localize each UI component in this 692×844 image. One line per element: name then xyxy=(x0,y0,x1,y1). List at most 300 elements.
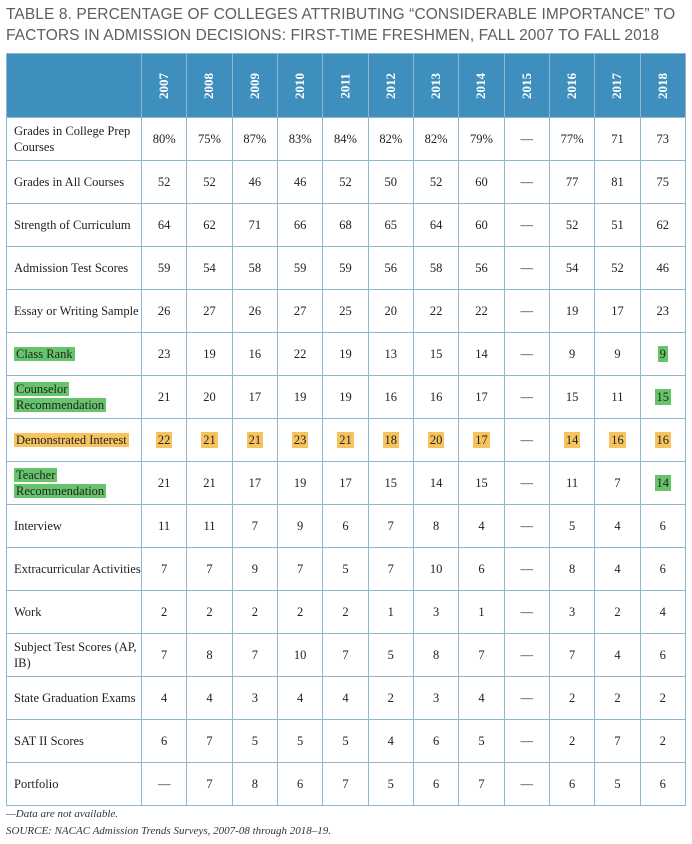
year-label: 2008 xyxy=(201,72,217,99)
row-label-cell xyxy=(7,204,142,247)
value: 6 xyxy=(568,776,576,791)
value-cell-2017 xyxy=(595,161,640,204)
value: 77 xyxy=(565,174,579,189)
value-cell-2014 xyxy=(459,290,504,333)
value-cell-2008 xyxy=(187,161,232,204)
value: 7 xyxy=(206,776,213,791)
value: 52 xyxy=(429,174,443,189)
value: 60 xyxy=(475,174,488,189)
value-cell-2011 xyxy=(323,419,368,462)
year-label: 2017 xyxy=(609,72,625,99)
value: 14 xyxy=(475,346,488,361)
year-label: 2011 xyxy=(337,72,353,99)
row-label-cell xyxy=(7,548,142,591)
title-line-2: FACTORS IN ADMISSION DECISIONS: FIRST-TIME FRESHMEN, FALL 2007 TO FALL 2018 xyxy=(6,27,660,44)
value-cell-2010 xyxy=(277,591,322,634)
value: 8 xyxy=(433,647,440,662)
value-cell-2009 xyxy=(232,505,277,548)
value-cell-2010 xyxy=(277,720,322,763)
year-header-2007 xyxy=(142,54,187,118)
value-cell-2014 xyxy=(459,376,504,419)
value-cell-2018 xyxy=(640,505,685,548)
value: 19 xyxy=(203,346,216,361)
value-cell-2018 xyxy=(640,161,685,204)
value-cell-2013 xyxy=(413,591,458,634)
value: 46 xyxy=(656,260,670,275)
value: — xyxy=(157,776,171,791)
value: 19 xyxy=(293,389,307,404)
year-header-2015 xyxy=(504,54,549,118)
value: 16 xyxy=(611,432,624,447)
value-cell-2016 xyxy=(549,505,594,548)
value-cell-2009 xyxy=(232,376,277,419)
value: 5 xyxy=(387,776,394,791)
value: 6 xyxy=(342,518,349,533)
value-cell-2013 xyxy=(413,419,458,462)
row-label: Demonstrated Interest xyxy=(16,433,127,447)
value: 71 xyxy=(248,217,262,232)
value: 5 xyxy=(478,733,485,748)
row-label-cell xyxy=(7,419,142,462)
table-row xyxy=(7,763,686,806)
value-cell-2007 xyxy=(142,720,187,763)
value-cell-2009 xyxy=(232,462,277,505)
row-label: State Graduation Exams xyxy=(14,691,136,705)
row-label-cell xyxy=(7,462,142,505)
value: 27 xyxy=(293,303,307,318)
value-cell-2014 xyxy=(459,118,504,161)
value: 16 xyxy=(429,389,443,404)
value-cell-2012 xyxy=(368,118,413,161)
value: 2 xyxy=(568,733,576,748)
value-cell-2015 xyxy=(504,204,549,247)
value: 15 xyxy=(475,475,488,490)
value: 9 xyxy=(251,561,258,576)
value-cell-2018 xyxy=(640,333,685,376)
value-cell-2009 xyxy=(232,720,277,763)
value-cell-2008 xyxy=(187,591,232,634)
value: 2 xyxy=(251,604,258,619)
value: — xyxy=(520,518,534,533)
value: 6 xyxy=(659,647,666,662)
value-cell-2015 xyxy=(504,419,549,462)
value: 71 xyxy=(611,131,624,146)
value: 7 xyxy=(568,647,576,662)
value: 56 xyxy=(475,260,488,275)
value: 2 xyxy=(659,733,666,748)
value: — xyxy=(520,174,534,189)
value-cell-2018 xyxy=(640,720,685,763)
value: 79% xyxy=(470,131,493,146)
value: 14 xyxy=(656,475,670,490)
value: 6 xyxy=(161,733,168,748)
table-row xyxy=(7,247,686,290)
value-cell-2011 xyxy=(323,677,368,720)
value-cell-2013 xyxy=(413,247,458,290)
row-label: Interview xyxy=(14,519,62,533)
value-cell-2012 xyxy=(368,591,413,634)
value: 8 xyxy=(251,776,258,791)
table-row xyxy=(7,161,686,204)
row-label-cell xyxy=(7,763,142,806)
value: 2 xyxy=(387,690,394,705)
value: 7 xyxy=(251,647,258,662)
value: 21 xyxy=(157,389,171,404)
value: 18 xyxy=(384,432,398,447)
value: 7 xyxy=(614,475,621,490)
value: 9 xyxy=(568,346,576,361)
value-cell-2011 xyxy=(323,290,368,333)
value-cell-2013 xyxy=(413,376,458,419)
value: 6 xyxy=(659,776,666,791)
table-row xyxy=(7,634,686,677)
value: 5 xyxy=(568,518,576,533)
value-cell-2007 xyxy=(142,419,187,462)
value: 54 xyxy=(203,260,216,275)
value: 64 xyxy=(429,217,443,232)
row-label-cell xyxy=(7,118,142,161)
value: 82% xyxy=(424,131,448,146)
value: 21 xyxy=(203,432,216,447)
row-label: Extracurricular Activities xyxy=(14,562,141,576)
value-cell-2012 xyxy=(368,634,413,677)
value: 4 xyxy=(297,690,304,705)
value: 3 xyxy=(251,690,258,705)
value: 7 xyxy=(342,776,349,791)
value: — xyxy=(520,604,534,619)
value-cell-2007 xyxy=(142,161,187,204)
value-cell-2016 xyxy=(549,720,594,763)
value-cell-2014 xyxy=(459,462,504,505)
value-cell-2009 xyxy=(232,161,277,204)
year-header-2016 xyxy=(549,54,594,118)
value-cell-2016 xyxy=(549,419,594,462)
value-cell-2010 xyxy=(277,634,322,677)
value: 13 xyxy=(384,346,398,361)
row-label-cell xyxy=(7,720,142,763)
value: 54 xyxy=(565,260,579,275)
value-cell-2015 xyxy=(504,376,549,419)
year-label: 2014 xyxy=(473,72,489,99)
value: 2 xyxy=(659,690,666,705)
header-row xyxy=(7,54,686,118)
value: 5 xyxy=(614,776,621,791)
value: 2 xyxy=(342,604,349,619)
value-cell-2014 xyxy=(459,419,504,462)
value: 19 xyxy=(339,346,352,361)
value: 22 xyxy=(157,432,171,447)
value: 15 xyxy=(429,346,443,361)
value: 19 xyxy=(293,475,307,490)
value: 22 xyxy=(293,346,307,361)
value-cell-2015 xyxy=(504,462,549,505)
value-cell-2012 xyxy=(368,462,413,505)
value-cell-2017 xyxy=(595,634,640,677)
value-cell-2017 xyxy=(595,677,640,720)
year-label: 2018 xyxy=(654,72,670,99)
value-cell-2016 xyxy=(549,290,594,333)
value: 7 xyxy=(206,733,213,748)
value: 8 xyxy=(568,561,576,576)
value: 22 xyxy=(429,303,443,318)
value-cell-2015 xyxy=(504,720,549,763)
value: 59 xyxy=(293,260,307,275)
row-label-cell xyxy=(7,505,142,548)
value: 9 xyxy=(297,518,304,533)
value-cell-2009 xyxy=(232,419,277,462)
value-cell-2015 xyxy=(504,634,549,677)
year-header-2018 xyxy=(640,54,685,118)
row-label: Counselor Recommendation xyxy=(16,382,105,412)
value: 2 xyxy=(297,604,304,619)
admission-factors-table xyxy=(6,53,686,806)
year-header-2011 xyxy=(323,54,368,118)
value-cell-2014 xyxy=(459,161,504,204)
value-cell-2013 xyxy=(413,548,458,591)
value: 14 xyxy=(429,475,443,490)
value-cell-2016 xyxy=(549,634,594,677)
value: 46 xyxy=(293,174,307,189)
value: 4 xyxy=(478,690,485,705)
row-label: Grades in College Prep Courses xyxy=(14,124,131,154)
value-cell-2008 xyxy=(187,763,232,806)
value-cell-2007 xyxy=(142,333,187,376)
value-cell-2018 xyxy=(640,290,685,333)
value-cell-2014 xyxy=(459,763,504,806)
value-cell-2009 xyxy=(232,763,277,806)
value: 9 xyxy=(659,346,666,361)
value-cell-2008 xyxy=(187,118,232,161)
value-cell-2017 xyxy=(595,204,640,247)
value-cell-2015 xyxy=(504,591,549,634)
value: 7 xyxy=(478,776,485,791)
value: 64 xyxy=(157,217,171,232)
value: 6 xyxy=(659,518,666,533)
value-cell-2013 xyxy=(413,118,458,161)
value: 17 xyxy=(248,475,262,490)
value-cell-2018 xyxy=(640,419,685,462)
row-label: SAT II Scores xyxy=(14,734,84,748)
value-cell-2017 xyxy=(595,290,640,333)
value-cell-2016 xyxy=(549,333,594,376)
value: 11 xyxy=(203,518,216,533)
value-cell-2012 xyxy=(368,204,413,247)
value: 19 xyxy=(339,389,352,404)
value: 52 xyxy=(611,260,624,275)
value-cell-2013 xyxy=(413,634,458,677)
value: 7 xyxy=(387,561,394,576)
source-note: SOURCE: NACAC Admission Trends Surveys, 2007-08 through 2018–19. xyxy=(6,825,332,837)
value: 56 xyxy=(384,260,398,275)
value: 60 xyxy=(475,217,488,232)
row-label-cell xyxy=(7,161,142,204)
value-cell-2010 xyxy=(277,677,322,720)
value-cell-2016 xyxy=(549,161,594,204)
value-cell-2007 xyxy=(142,591,187,634)
value-cell-2017 xyxy=(595,548,640,591)
value-cell-2007 xyxy=(142,376,187,419)
value-cell-2014 xyxy=(459,677,504,720)
value: 5 xyxy=(251,733,258,748)
value-cell-2011 xyxy=(323,763,368,806)
value-cell-2013 xyxy=(413,763,458,806)
value-cell-2013 xyxy=(413,720,458,763)
value: 26 xyxy=(248,303,262,318)
value-cell-2011 xyxy=(323,720,368,763)
value: 65 xyxy=(384,217,398,232)
row-label: Strength of Curriculum xyxy=(14,218,131,232)
value-cell-2012 xyxy=(368,720,413,763)
value: 17 xyxy=(248,389,262,404)
value: 52 xyxy=(339,174,352,189)
value: 21 xyxy=(248,432,262,447)
value: 23 xyxy=(656,303,670,318)
value: 6 xyxy=(297,776,304,791)
value: 5 xyxy=(342,561,349,576)
value-cell-2007 xyxy=(142,462,187,505)
value: 83% xyxy=(288,131,312,146)
value-cell-2017 xyxy=(595,462,640,505)
value-cell-2013 xyxy=(413,333,458,376)
value: 4 xyxy=(161,690,168,705)
row-label: Class Rank xyxy=(16,347,73,361)
value-cell-2009 xyxy=(232,247,277,290)
value: — xyxy=(520,432,534,447)
value: — xyxy=(520,217,534,232)
value-cell-2013 xyxy=(413,161,458,204)
value-cell-2009 xyxy=(232,118,277,161)
year-label: 2007 xyxy=(156,72,172,99)
value-cell-2011 xyxy=(323,376,368,419)
value: 11 xyxy=(158,518,171,533)
value: 7 xyxy=(342,647,349,662)
value-cell-2015 xyxy=(504,247,549,290)
value-cell-2012 xyxy=(368,290,413,333)
value: 25 xyxy=(339,303,352,318)
year-label: 2010 xyxy=(292,72,308,99)
value-cell-2010 xyxy=(277,462,322,505)
value-cell-2007 xyxy=(142,548,187,591)
value: 2 xyxy=(206,604,213,619)
value-cell-2014 xyxy=(459,247,504,290)
value-cell-2014 xyxy=(459,591,504,634)
value: 26 xyxy=(157,303,171,318)
value-cell-2018 xyxy=(640,677,685,720)
value-cell-2009 xyxy=(232,548,277,591)
value-cell-2012 xyxy=(368,548,413,591)
value: 2 xyxy=(614,604,621,619)
value: 16 xyxy=(248,346,262,361)
value: 58 xyxy=(248,260,262,275)
value-cell-2007 xyxy=(142,247,187,290)
value-cell-2017 xyxy=(595,247,640,290)
value-cell-2010 xyxy=(277,548,322,591)
value: 82% xyxy=(379,131,403,146)
value-cell-2016 xyxy=(549,376,594,419)
value: 6 xyxy=(433,776,440,791)
value-cell-2017 xyxy=(595,118,640,161)
year-label: 2015 xyxy=(518,72,534,99)
value-cell-2013 xyxy=(413,204,458,247)
value-cell-2008 xyxy=(187,462,232,505)
value: — xyxy=(520,475,534,490)
value-cell-2013 xyxy=(413,290,458,333)
value: 20 xyxy=(384,303,398,318)
value: 4 xyxy=(614,518,621,533)
value: — xyxy=(520,131,534,146)
value: 7 xyxy=(251,518,258,533)
value: 4 xyxy=(659,604,666,619)
value-cell-2008 xyxy=(187,333,232,376)
value: — xyxy=(520,303,534,318)
value-cell-2014 xyxy=(459,505,504,548)
value-cell-2012 xyxy=(368,161,413,204)
value-cell-2015 xyxy=(504,333,549,376)
value-cell-2015 xyxy=(504,290,549,333)
value-cell-2007 xyxy=(142,505,187,548)
value-cell-2011 xyxy=(323,548,368,591)
value: 73 xyxy=(656,131,670,146)
value-cell-2017 xyxy=(595,591,640,634)
value: 75 xyxy=(656,174,670,189)
value: 7 xyxy=(206,561,213,576)
row-label: Grades in All Courses xyxy=(14,175,125,189)
value-cell-2015 xyxy=(504,505,549,548)
header-corner xyxy=(7,54,142,118)
value: 80% xyxy=(152,131,176,146)
value-cell-2011 xyxy=(323,462,368,505)
value: 2 xyxy=(568,690,576,705)
value-cell-2012 xyxy=(368,419,413,462)
value: 75% xyxy=(198,131,221,146)
value: 7 xyxy=(161,647,168,662)
value-cell-2013 xyxy=(413,462,458,505)
row-label-cell xyxy=(7,247,142,290)
value-cell-2007 xyxy=(142,118,187,161)
table-row xyxy=(7,505,686,548)
value: 66 xyxy=(293,217,307,232)
value: 23 xyxy=(157,346,171,361)
value: 4 xyxy=(614,561,621,576)
value: 51 xyxy=(611,217,624,232)
table-row xyxy=(7,376,686,419)
row-label-cell xyxy=(7,591,142,634)
value: 6 xyxy=(433,733,440,748)
value: 2 xyxy=(161,604,168,619)
value-cell-2009 xyxy=(232,204,277,247)
value: 8 xyxy=(206,647,213,662)
value: 15 xyxy=(656,389,670,404)
value-cell-2011 xyxy=(323,591,368,634)
value: 50 xyxy=(384,174,398,189)
value: 16 xyxy=(656,432,670,447)
value: 52 xyxy=(565,217,579,232)
row-label: Portfolio xyxy=(14,777,59,791)
value: 5 xyxy=(387,647,394,662)
value-cell-2009 xyxy=(232,677,277,720)
value-cell-2015 xyxy=(504,548,549,591)
value-cell-2012 xyxy=(368,677,413,720)
value-cell-2011 xyxy=(323,333,368,376)
value-cell-2014 xyxy=(459,333,504,376)
value-cell-2009 xyxy=(232,591,277,634)
title-line-1: TABLE 8. PERCENTAGE OF COLLEGES ATTRIBUTING “CONSIDERABLE IMPORTANCE” TO xyxy=(6,6,676,23)
value-cell-2010 xyxy=(277,161,322,204)
value-cell-2018 xyxy=(640,591,685,634)
value-cell-2008 xyxy=(187,204,232,247)
value-cell-2010 xyxy=(277,247,322,290)
value-cell-2011 xyxy=(323,634,368,677)
